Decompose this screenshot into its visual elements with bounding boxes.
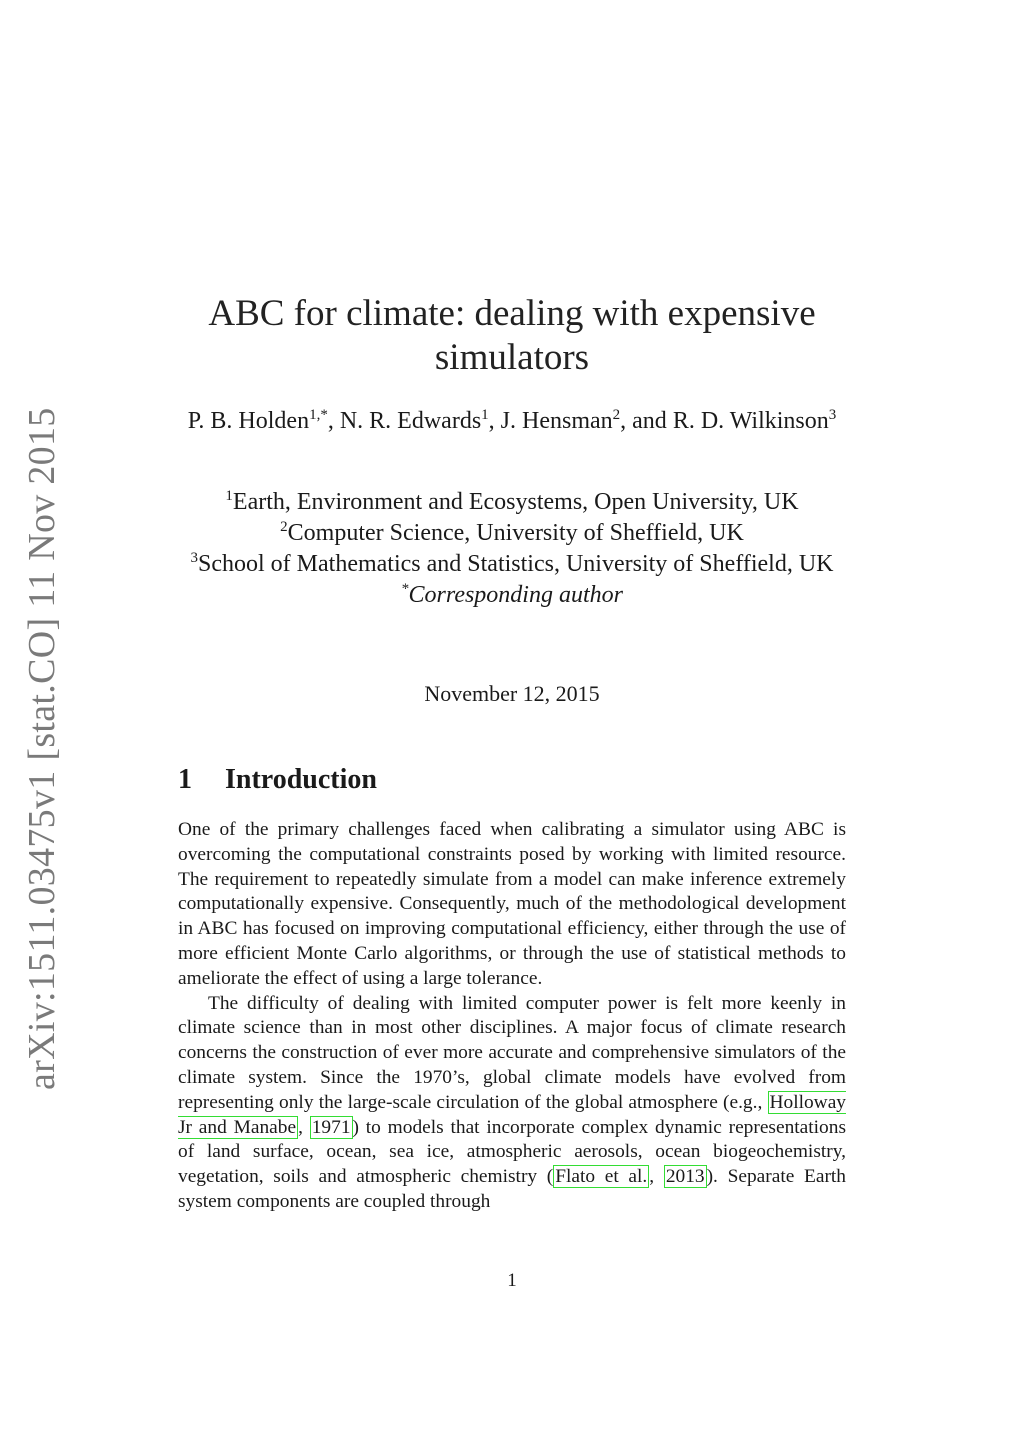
section-title: Introduction <box>225 764 377 795</box>
section-heading <box>178 764 377 796</box>
citation-year-link[interactable]: 1971 <box>311 1116 351 1138</box>
paper-title: ABC for climate: dealing with expensive simulators <box>208 293 816 378</box>
author-list: P. B. Holden$^{1,*}$, N. R. Edwards$^1$, J. Hensman$^2$, and R. D. Wilkinson$^3$ <box>187 407 837 434</box>
author: R. D. Wilkinson$^3$ <box>672 407 837 434</box>
affiliation: $^3$School of Mathematics and Statistics, University of Sheffield, UK <box>190 550 834 577</box>
author: N. R. Edwards$^1$ <box>339 407 489 434</box>
page-number: 1 <box>507 1270 517 1291</box>
section-number: 1 <box>178 764 192 795</box>
citation-link[interactable]: Flato et al. <box>555 1166 648 1188</box>
corresponding-author-note: *Corresponding author <box>401 581 623 608</box>
paragraph: The difficulty of dealing with limited computer power is felt more keenly in climate science than in most other disciplines. A major focus of climate research concerns the construction of ever more accurate and comprehensive simulators of the climate system. Since the 1970’s, global climate models have evolved from representing only the large-scale circulation of the global atmosphere (e.g., Holloway Jr and Manabe , 1971 ) to models that incorporate complex dynamic representations of land surface, ocean, sea ice, atmospheric aerosols, ocean biogeochemistry, vegetation, soils and atmospheric chemistry ( Flato et al. , 2013 ). Separate Earth system components are coupled through <box>178 992 846 1212</box>
author: J. Hensman$^2$ <box>500 407 621 434</box>
body-text <box>178 818 846 1215</box>
citation-link[interactable]: Holloway Jr and Manabe <box>178 1091 846 1138</box>
paragraph: One of the primary challenges faced when calibrating a simulator using ABC is overcoming the computational constraints posed by working with limited resource. The requirement to repeatedly simulate from a model can make inference extremely computationally expensive. Consequently, much of the methodological development in ABC has focused on improving computational efficiency, either through the use of more efficient Monte Carlo algorithms, or through the use of statistical methods to ameliorate the effect of using a large tolerance. <box>178 819 846 989</box>
affiliations <box>160 487 864 611</box>
author: P. B. Holden$^{1,*}$ <box>187 407 328 434</box>
citation-year-link[interactable]: 2013 <box>665 1166 705 1188</box>
paper-date: November 12, 2015 <box>424 681 600 706</box>
affiliation: $^1$Earth, Environment and Ecosystems, Open University, UK <box>225 488 799 515</box>
affiliation: $^2$Computer Science, University of Sheffield, UK <box>280 519 744 546</box>
arxiv-stamp: arXiv:1511.03475v1 [stat.CO] 11 Nov 2015 <box>21 407 63 1090</box>
